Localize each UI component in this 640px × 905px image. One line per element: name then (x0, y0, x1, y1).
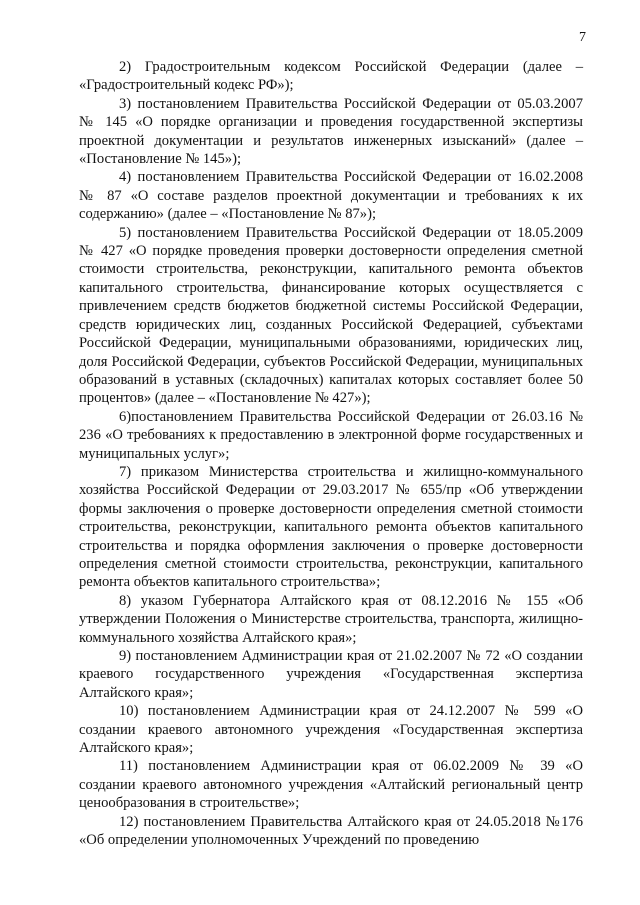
list-item-12: 12) постановлением Правительства Алтайского края от 24.05.2018 №176 «Об определении уполномоченных Учреждений по проведению (79, 813, 583, 849)
list-item-3: 3) постановлением Правительства Российской Федерации от 05.03.2007 № 145 «О порядке организации и проведения государственной экспертизы проектной документации и результатов инженерных изысканий» (далее – «Постановление № 145»); (79, 95, 583, 168)
list-item-10: 10) постановлением Администрации края от 24.12.2007 № 599 «О создании краевого автономного учреждения «Государственная экспертиза Алтайского края»; (79, 703, 583, 757)
page-number: 7 (579, 30, 586, 45)
list-item-2: 2) Градостроительным кодексом Российской Федерации (далее – «Градостроительный кодекс РФ»); (79, 59, 583, 94)
list-item-8: 8) указом Губернатора Алтайского края от 08.12.2016 № 155 «Об утверждении Положения о Министерстве строительства, транспорта, жилищно-коммунального хозяйства Алтайского края»; (79, 592, 583, 646)
list-item-7: 7) приказом Министерства строительства и жилищно-коммунального хозяйства Российской Федерации от 29.03.2017 № 655/пр «Об утверждении формы заключения о проверке достоверности определения сметной стоимости строительства, реконструкции, капитального ремонта объектов капитального строительства и порядка оформления заключения о проверке достоверности определения сметной стоимости строительства, реконструкции, капитального ремонта объектов капитального строительства»; (79, 463, 583, 591)
list-item-11: 11) постановлением Администрации края от 06.02.2009 № 39 «О создании краевого автономного учреждения «Алтайский региональный центр ценообразования в строительстве»; (79, 758, 583, 812)
list-item-5: 5) постановлением Правительства Российской Федерации от 18.05.2009 № 427 «О порядке проведения проверки достоверности определения сметной стоимости строительства, реконструкции, капитального ремонта объектов капитального строительства, финансирование которых осуществляется с привлечением средств бюджетов бюджетной системы Российской Федерации, средств юридических лиц, созданных Российской Федерацией, субъектами Российской Федерации, муниципальными образованиями, юридических лиц, доля Российской Федерации, субъектов Российской Федерации, муниципальных образований в уставных (складочных) капиталах которых составляет более 50 процентов» (далее – «Постановление № 427»); (79, 224, 583, 407)
list-item-4: 4) постановлением Правительства Российской Федерации от 16.02.2008 № 87 «О составе разделов проектной документации и требованиях к их содержанию» (далее – «Постановление № 87»); (79, 169, 583, 223)
list-item-9: 9) постановлением Администрации края от 21.02.2007 № 72 «О создании краевого государственного учреждения «Государственная экспертиза Алтайского края»; (79, 648, 583, 701)
document-body (79, 58, 583, 849)
list-item-6: 6)постановлением Правительства Российской Федерации от 26.03.16 № 236 «О требованиях к предоставлению в электронной форме государственных и муниципальных услуг»; (79, 408, 583, 462)
